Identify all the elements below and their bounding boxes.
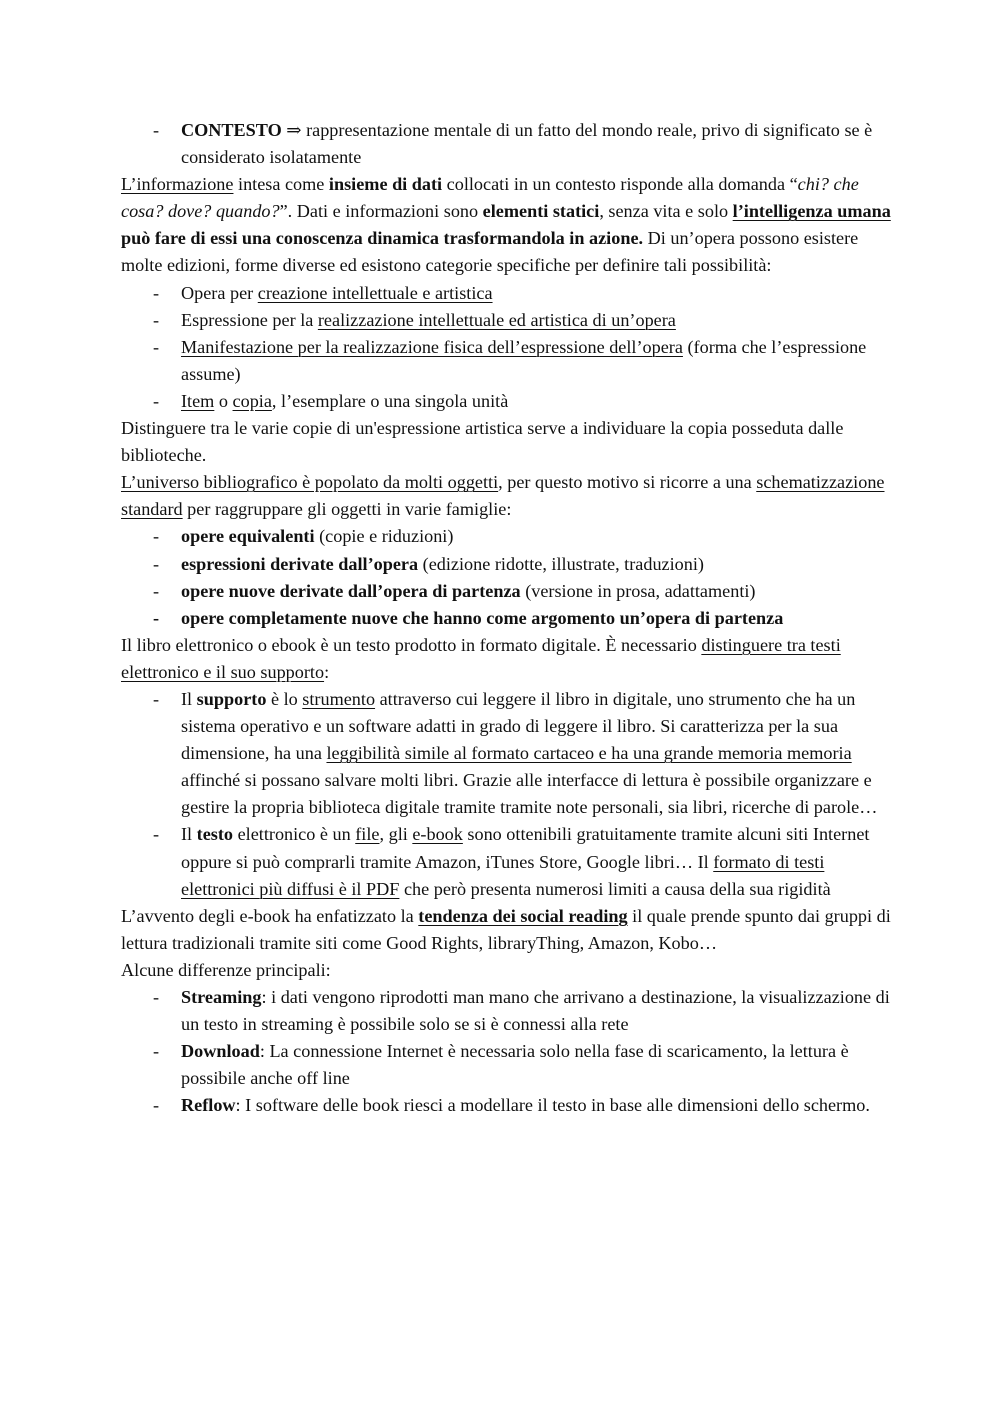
list-item: - opere equivalenti (copie e riduzioni) [121, 523, 891, 550]
bullet-list-differenze [121, 984, 891, 1119]
bullet-list-opera [121, 280, 891, 415]
list-item: - Download: La connessione Internet è necessaria solo nella fase di scaricamento, la lettura è possibile anche off line [121, 1038, 891, 1092]
list-item-testo: - Il testo elettronico è un file, gli e-book sono ottenibili gratuitamente tramite alcuni siti Internet oppure si può comprarli tramite Amazon, iTunes Store, Google libri… Il formato di testi elettronici più diffusi è il PDF che però presenta numerosi limiti a causa della sua rigidità [121, 821, 891, 902]
list-item: - Reflow: I software delle book riesci a modellare il testo in base alle dimensioni dello schermo. [121, 1092, 891, 1119]
bullet-list-famiglie [121, 523, 891, 631]
paragraph-universo: L’universo bibliografico è popolato da molti oggetti, per questo motivo si ricorre a una schematizzazione standard per raggruppare gli oggetti in varie famiglie: [121, 472, 885, 520]
list-item: - Opera per creazione intellettuale e artistica [121, 280, 891, 307]
list-item: - Item o copia, l’esemplare o una singola unità [121, 388, 891, 415]
bullet-list-supporto-testo [121, 686, 891, 903]
list-item: - opere completamente nuove che hanno come argomento un’opera di partenza [121, 605, 891, 632]
list-item: - espressioni derivate dall’opera (edizione ridotte, illustrate, traduzioni) [121, 551, 891, 578]
list-item: - Streaming: i dati vengono riprodotti man mano che arrivano a destinazione, la visualizzazione di un testo in streaming è possibile solo se si è connessi alla rete [121, 984, 891, 1038]
paragraph-informazione: L’informazione intesa come insieme di dati collocati in un contesto risponde alla domanda “chi? che cosa? dove? quando?”. Dati e informazioni sono elementi statici, senza vita e solo l’intelligenza umana può fare di essi una conoscenza dinamica trasformandola in azione. Di un’opera possono esistere molte edizioni, forme diverse ed esistono categorie specifiche per definire tali possibilità: [121, 174, 891, 276]
list-item-contesto: - CONTESTO ⇒ rappresentazione mentale di un fatto del mondo reale, privo di significato se è considerato isolatamente [121, 117, 891, 171]
term-contesto: CONTESTO [181, 120, 282, 140]
list-item: - Manifestazione per la realizzazione fisica dell’espressione dell’opera (forma che l’espressione assume) [121, 334, 891, 388]
paragraph-differenze: Alcune differenze principali: [121, 959, 331, 980]
bullet-list-contesto [121, 117, 891, 171]
list-item: - Espressione per la realizzazione intellettuale ed artistica di un’opera [121, 307, 891, 334]
document-page [121, 117, 891, 1119]
paragraph-distinguere: Distinguere tra le varie copie di un'espressione artistica serve a individuare la copia posseduta dalle biblioteche. [121, 418, 844, 466]
list-item-supporto: - Il supporto è lo strumento attraverso cui leggere il libro in digitale, uno strumento che ha un sistema operativo e un software adatti in grado di leggere il libro. Si caratterizza per la sua dimensione, ha una leggibilità simile al formato cartaceo e ha una grande memoria memoria affinché si possano salvare molti libri. Grazie alle interfacce di lettura è possibile organizzare e gestire la propria biblioteca digitale tramite tramite note personali, sia libri, ricerche di parole… [121, 686, 891, 821]
paragraph-ebook: Il libro elettronico o ebook è un testo prodotto in formato digitale. È necessario distinguere tra testi elettronico e il suo supporto: [121, 634, 841, 682]
list-item: - opere nuove derivate dall’opera di partenza (versione in prosa, adattamenti) [121, 578, 891, 605]
paragraph-avvento: L’avvento degli e-book ha enfatizzato la tendenza dei social reading il quale prende spunto dai gruppi di lettura tradizionali tramite siti come Good Rights, libraryThing, Amazon, Kobo… [121, 905, 891, 953]
